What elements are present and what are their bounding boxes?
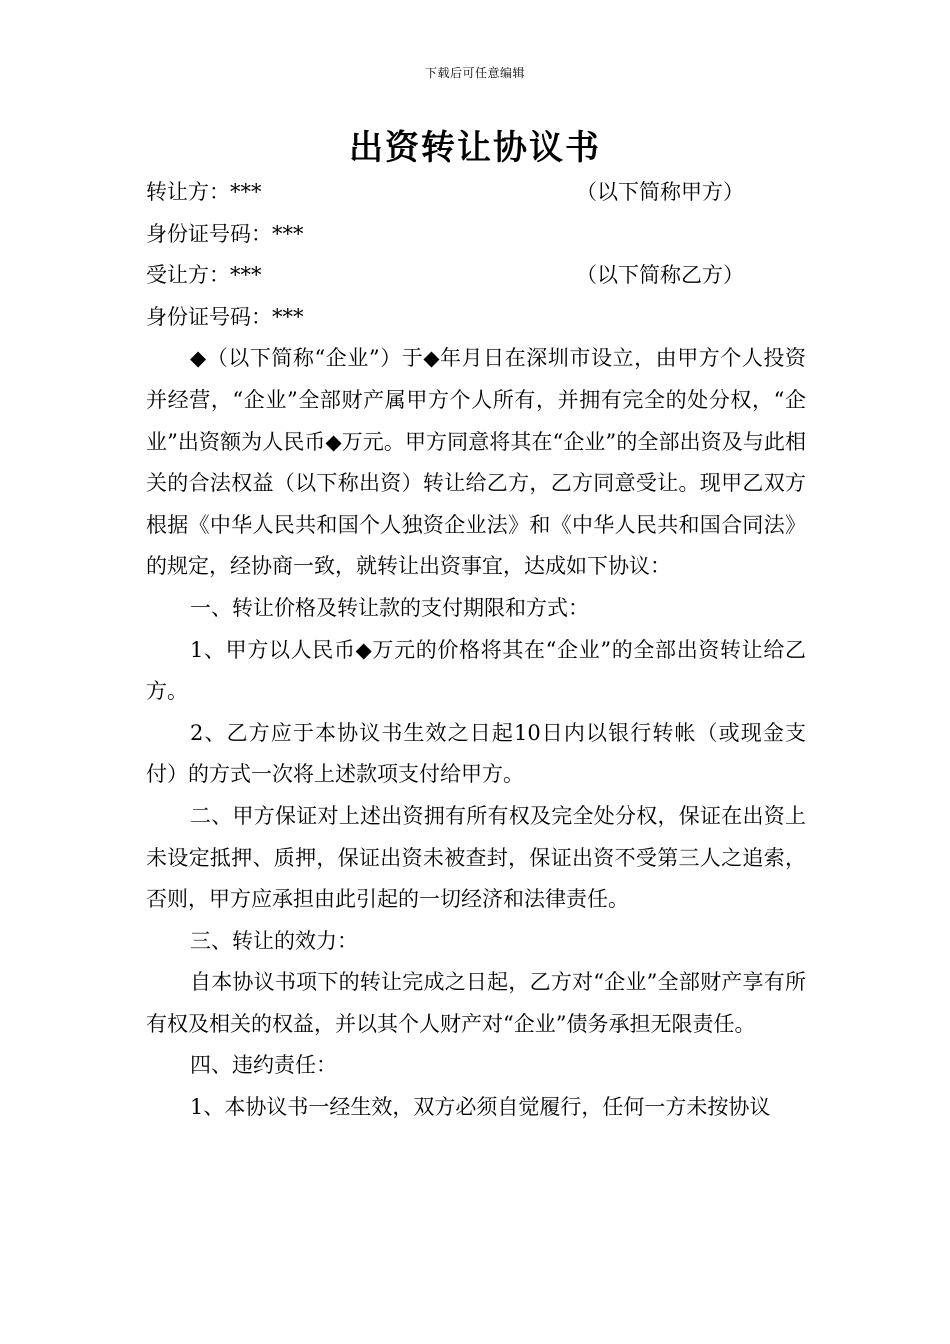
- transferor-id-row: [146, 214, 806, 256]
- clause-liability: 1、本协议书一经生效，双方必须自觉履行，任何一方未按协议: [190, 1095, 771, 1120]
- header-note: 下载后可任意编辑: [424, 66, 525, 80]
- section-heading-liability: 四、违约责任：: [190, 1053, 337, 1078]
- transferee-alias: （以下简称乙方）: [576, 263, 744, 288]
- clause-price: 1、甲方以人民币◆万元的价格将其在“企业”的全部出资转让给乙方。: [146, 637, 806, 704]
- clause-effect: 自本协议书项下的转让完成之日起，乙方对“企业”全部财产享有所有权及相关的权益，并以其个人财产对“企业”债务承担无限责任。: [146, 970, 806, 1036]
- transferor-row: [146, 172, 806, 214]
- transferee-row: [146, 255, 806, 297]
- transferee-id: 身份证号码：***: [146, 304, 304, 329]
- preamble-paragraph: ◆（以下简称“企业”）于◆年月日在深圳市设立，由甲方个人投资并经营，“企业”全部财产属甲方个人所有，并拥有完全的处分权，“企业”出资额为人民币◆万元。甲方同意将其在“企业”的全部出资及与此相关的合法权益（以下称出资）转让给乙方，乙方同意受让。现甲乙双方根据《中华人民共和国个人独资企业法》和《中华人民共和国合同法》的规定，经协商一致，就转让出资事宜，达成如下协议：: [146, 346, 806, 579]
- clause-payment: 2、乙方应于本协议书生效之日起10日内以银行转帐（或现金支付）的方式一次将上述款项支付给甲方。: [146, 720, 806, 787]
- clause-warranty: 二、甲方保证对上述出资拥有所有权及完全处分权，保证在出资上未设定抵押、质押，保证出资未被查封，保证出资不受第三人之追索，否则，甲方应承担由此引起的一切经济和法律责任。: [146, 803, 806, 912]
- transferor-alias: （以下简称甲方）: [576, 180, 744, 204]
- section-heading-price: 一、转让价格及转让款的支付期限和方式：: [190, 595, 589, 620]
- transferee-label: 受让方：***: [146, 263, 262, 288]
- section-heading-effect: 三、转让的效力：: [190, 928, 358, 953]
- transferor-id: 身份证号码：***: [146, 221, 304, 246]
- document-title: 出资转让协议书: [349, 128, 601, 168]
- transferee-id-row: [146, 297, 806, 339]
- document-body: [146, 172, 806, 1129]
- transferor-label: 转让方：***: [146, 180, 262, 204]
